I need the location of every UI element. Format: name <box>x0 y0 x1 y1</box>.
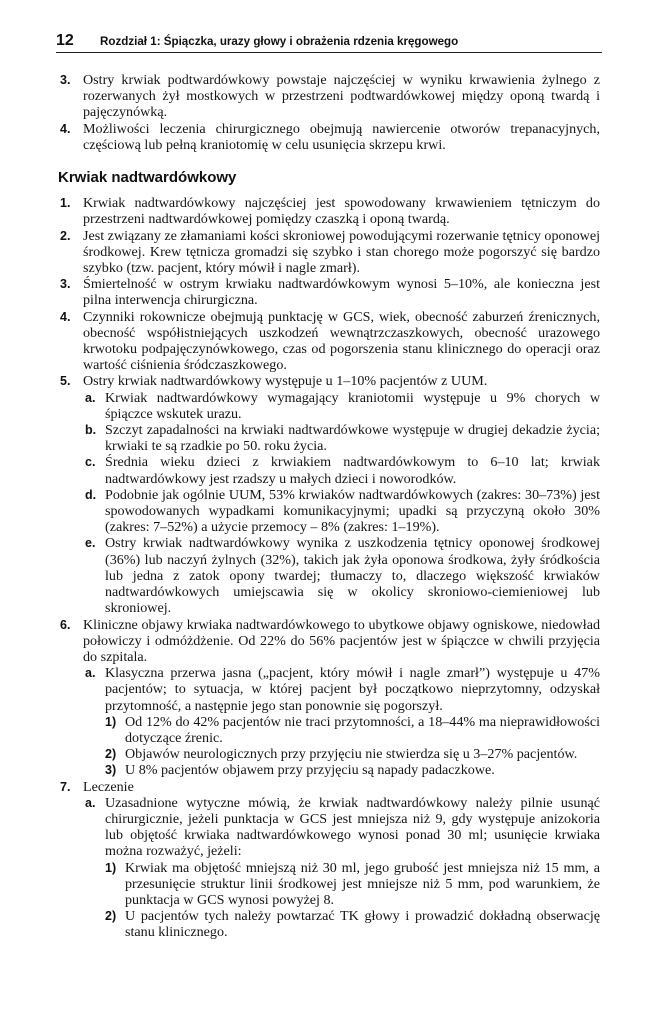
list-item <box>60 373 600 616</box>
list-item <box>60 309 600 374</box>
sub-item-letter: c. <box>85 455 96 470</box>
list-item <box>60 195 600 227</box>
item-number: 5. <box>60 374 71 389</box>
item-text: Możliwości leczenia chirurgicznego obejmują nawiercenie otworów trepanacyjnych, częściową lub pełną kraniotomię w celu usunięcia skrzepu krwi. <box>83 120 600 153</box>
sub-item-letter: a. <box>85 390 96 405</box>
item-number: 3. <box>60 73 71 87</box>
sub-item-letter: b. <box>85 423 97 438</box>
item-text: Ostry krwiak nadtwardówkowy występuje u 1–10% pacjentów z UUM. <box>83 373 488 390</box>
page-body <box>60 72 600 941</box>
item-number: 4. <box>60 309 71 324</box>
sub-list-item <box>83 454 600 486</box>
sub-list-item <box>83 390 600 422</box>
item-number: 1. <box>60 196 71 211</box>
sub-sub-item-number: 1) <box>105 714 117 729</box>
sub-sub-list-item <box>105 762 600 778</box>
item-number: 7. <box>60 779 71 794</box>
sub-item-text: Klasyczna przerwa jasna („pacjent, który mówił i nagle zmarł”) występuje u 47% pacjentów; to sytuacja, w której pacjent był początkowo nieprzytomny, odzyskał przytomność, a następnie jego stan ponownie się pogorszył. <box>105 665 600 714</box>
sub-list-item <box>83 422 600 454</box>
sub-sub-item-text: U pacjentów tych należy powtarzać TK głowy i prowadzić dokładną obserwację stanu klinicznego. <box>125 908 600 941</box>
sub-sub-item-number: 1) <box>105 860 117 875</box>
sub-item-letter: a. <box>85 666 96 681</box>
list-item <box>60 72 600 121</box>
list-item <box>60 121 600 153</box>
item-text: Śmiertelność w ostrym krwiaku nadtwardówkowym wynosi 5–10%, ale konieczna jest pilna interwencja chirurgiczna. <box>83 276 600 309</box>
section-list <box>60 195 600 940</box>
running-header <box>56 32 602 53</box>
sub-item-text: Uzasadnione wytyczne mówią, że krwiak nadtwardówkowy należy pilnie usunąć chirurgicznie, jeżeli punktacja w GCS jest mniejsza niż 9, gdy występuje anizokoria lub objętość krwiaka nadtwardówkowego wynosi ponad 30 ml; usunięcie krwiaka można rozważyć, jeżeli: <box>105 794 600 860</box>
item-text: Leczenie <box>83 778 134 795</box>
item-text: Jest związany ze złamaniami kości skroniowej powodującymi rozerwanie tętnicy oponowej środkowej. Krew tętnicza gromadzi się szybko i stan chorego może pogorszyć się bardzo szybko (tzw. pacjent, który mówił i nagle zmarł). <box>83 227 600 277</box>
sub-sub-item-number: 2) <box>105 909 117 924</box>
section-heading: Krwiak nadtwardówkowy <box>58 169 237 187</box>
sub-sub-item-text: Objawów neurologicznych przy przyjęciu nie stwierdza się u 3–27% pacjentów. <box>125 746 578 763</box>
sub-sub-list-item <box>105 860 600 909</box>
sub-sub-list-item <box>105 746 600 762</box>
item-text: Kliniczne objawy krwiaka nadtwardówkowego to ubytkowe objawy ogniskowe, niedowład połowiczy i odmóżdżenie. Od 22% do 56% pacjentów jest w śpiączce w chwili przyjęcia do szpitala. <box>83 616 600 665</box>
sub-item-text: Podobnie jak ogólnie UUM, 53% krwiaków nadtwardówkowych (zakres: 30–73%) jest spowodowanych wypadkami komunikacyjnymi; upadki są przyczyną około 30% (zakres: 7–52%) a użycie przemocy – 8% (zakres: 1–19%). <box>105 486 600 536</box>
list-item <box>60 617 600 779</box>
sub-item-text: Średnia wieku dzieci z krwiakiem nadtwardówkowym to 6–10 lat; krwiak nadtwardówkowy jest rzadszy u małych dzieci i noworodków. <box>105 454 600 487</box>
chapter-title: Rozdział 1: Śpiączka, urazy głowy i obrażenia rdzenia kręgowego <box>100 35 459 48</box>
sub-sub-list-item <box>105 714 600 746</box>
sub-sub-item-text: Krwiak ma objętość mniejszą niż 30 ml, jego grubość jest mniejsza niż 15 mm, a przesunięcie struktur linii środkowej jest mniejsze niż 5 mm, pod warunkiem, że punktacja w GCS wynosi powyżej 8. <box>125 859 600 908</box>
list-item <box>60 276 600 308</box>
sub-list-item <box>83 665 600 778</box>
item-number: 4. <box>60 121 71 136</box>
sub-item-letter: e. <box>85 536 96 551</box>
item-text: Ostry krwiak podtwardówkowy powstaje najczęściej w wyniku krwawienia żylnego z rozerwanych żył mostkowych w przestrzeni podtwardówkowej między oponą twardą i pajęczynówką. <box>83 72 600 121</box>
sub-item-text: Szczyt zapadalności na krwiaki nadtwardówkowe występuje w drugiej dekadzie życia; krwiaki te są rzadkie po 50. roku życia. <box>105 422 600 455</box>
sub-sub-item-number: 3) <box>105 763 117 778</box>
sub-item-letter: a. <box>85 795 96 810</box>
sub-sub-item-number: 2) <box>105 747 117 762</box>
item-number: 6. <box>60 617 71 632</box>
item-number: 3. <box>60 277 71 292</box>
item-number: 2. <box>60 228 71 243</box>
list-item <box>60 779 600 941</box>
sub-sub-list-item <box>105 908 600 940</box>
page-number: 12 <box>56 32 74 49</box>
sub-list-item <box>83 795 600 941</box>
sub-sub-item-text: Od 12% do 42% pacjentów nie traci przytomności, a 18–44% ma nieprawidłowości dotyczące źrenic. <box>125 713 600 746</box>
sub-list-item <box>83 535 600 616</box>
list-item <box>60 228 600 277</box>
intro-list <box>60 72 600 153</box>
sub-item-text: Krwiak nadtwardówkowy wymagający kraniotomii występuje u 9% chorych w śpiączce wskutek urazu. <box>105 389 600 422</box>
sub-list-item <box>83 487 600 536</box>
sub-item-text: Ostry krwiak nadtwardówkowy wynika z uszkodzenia tętnicy oponowej środkowej (36%) lub naczyń żylnych (32%), takich jak żyła oponowa środkowa, żyły śródkościa lub jedna z zatok opony twardej; tłumaczy to, dlaczego większość krwiaków nadtwardówkowych umiejscawia się w okolicy skroniowo-ciemieniowej lub skroniowej. <box>105 535 600 617</box>
item-text: Czynniki rokownicze obejmują punktację w GCS, wiek, obecność zaburzeń źrenicznych, obecność współistniejących uszkodzeń wewnątrzczaszkowych, obecność urazowego krwotoku podpajęczynówkowego, czas od pogorszenia stanu klinicznego do operacji oraz wartość ciśnienia śródczaszkowego. <box>83 308 600 374</box>
item-text: Krwiak nadtwardówkowy najczęściej jest spowodowany krwawieniem tętniczym do przestrzeni nadtwardówkowej pomiędzy czaszką i oponą twardą. <box>83 195 600 228</box>
sub-item-letter: d. <box>85 487 97 502</box>
sub-sub-item-text: U 8% pacjentów objawem przy przyjęciu są napady padaczkowe. <box>125 762 495 779</box>
